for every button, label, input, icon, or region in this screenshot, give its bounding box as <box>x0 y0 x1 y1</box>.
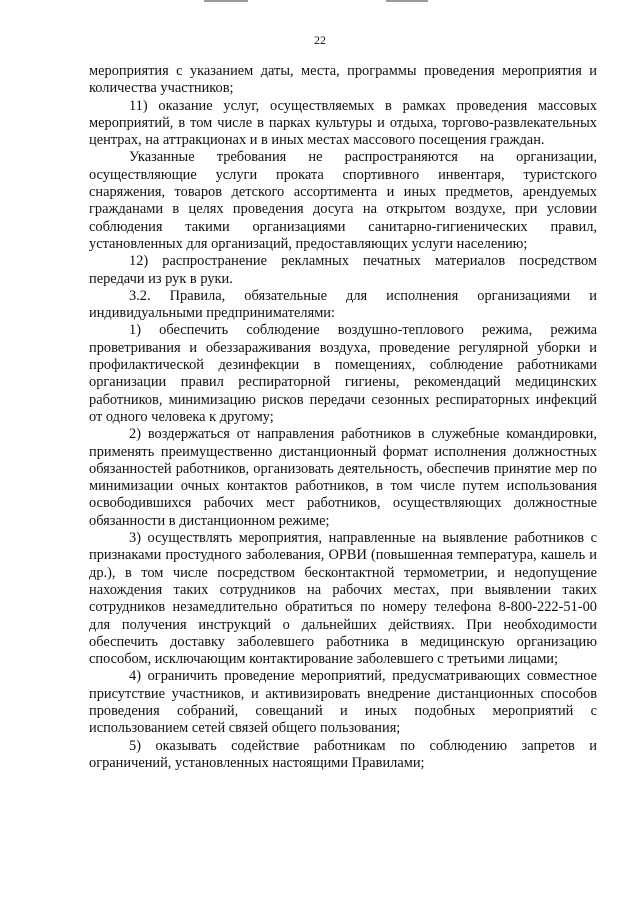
paragraph: 11) оказание услуг, осуществляемых в рамках проведения массовых мероприятий, в том числе в парках культуры и отдыха, торгово-развлекательных центрах, на аттракционах и в иных местах массового посещения граждан. <box>89 97 597 149</box>
page-number: 22 <box>314 33 326 47</box>
paragraph: 1) обеспечить соблюдение воздушно-теплового режима, режима проветривания и обеззараживания воздуха, проведение регулярной уборки и профилактической дезинфекции в помещениях, соблюдение работниками организации правил респираторной гигиены, рекомендаций медицинских работников, минимизацию рисков передачи сезонных респираторных инфекций от одного человека к другому; <box>89 322 597 425</box>
paragraph: 2) воздержаться от направления работников в служебные командировки, применять преимущественно дистанционный формат исполнения должностных обязанностей работников, организовать деятельность, обеспечив принятие мер по минимизации очных контактов работников, в том числе путем использования освободившихся рабочих мест работников, осуществляющих должностные обязанности в дистанционном режиме; <box>89 426 597 529</box>
paragraph: 3.2. Правила, обязательные для исполнения организациями и индивидуальными предпринимателями: <box>89 287 597 322</box>
paragraph: 4) ограничить проведение мероприятий, предусматривающих совместное присутствие участников, и активизировать внедрение дистанционных способов проведения собраний, совещаний и иных подобных мероприятий с использованием сетей связей общего пользования; <box>89 668 597 737</box>
paragraph: 5) оказывать содействие работникам по соблюдению запретов и ограничений, установленных настоящими Правилами; <box>89 737 597 771</box>
paragraph: Указанные требования не распространяются на организации, осуществляющие услуги проката спортивного инвентаря, туристского снаряжения, товаров детского ассортимента и иных предметов, арендуемых гражданами в целях проведения досуга на открытом воздухе, при условии соблюдения такими организациями санитарно-гигиенических правил, установленных для организаций, предоставляющих услуги населению; <box>89 149 597 252</box>
document-body <box>89 63 597 772</box>
paragraph: 3) осуществлять мероприятия, направленные на выявление работников с признаками простудного заболевания, ОРВИ (повышенная температура, кашель и др.), в том числе посредством бесконтактной термометрии, и недопущение нахождения таких сотрудников на рабочих местах, при выявлении таких сотрудников незамедлительно обратиться по номеру телефона 8-800-222-51-00 для получения инструкций о дальнейших действиях. При необходимости обеспечить доставку заболевшего работника в медицинскую организацию способом, исключающим контактирование заболевшего с третьими лицами; <box>89 530 597 668</box>
paragraph: 12) распространение рекламных печатных материалов посредством передачи из рук в руки. <box>89 253 597 287</box>
paragraph: мероприятия с указанием даты, места, программы проведения мероприятия и количества участников; <box>89 63 597 97</box>
top-margin-mark <box>386 0 428 2</box>
top-margin-mark <box>204 0 248 2</box>
